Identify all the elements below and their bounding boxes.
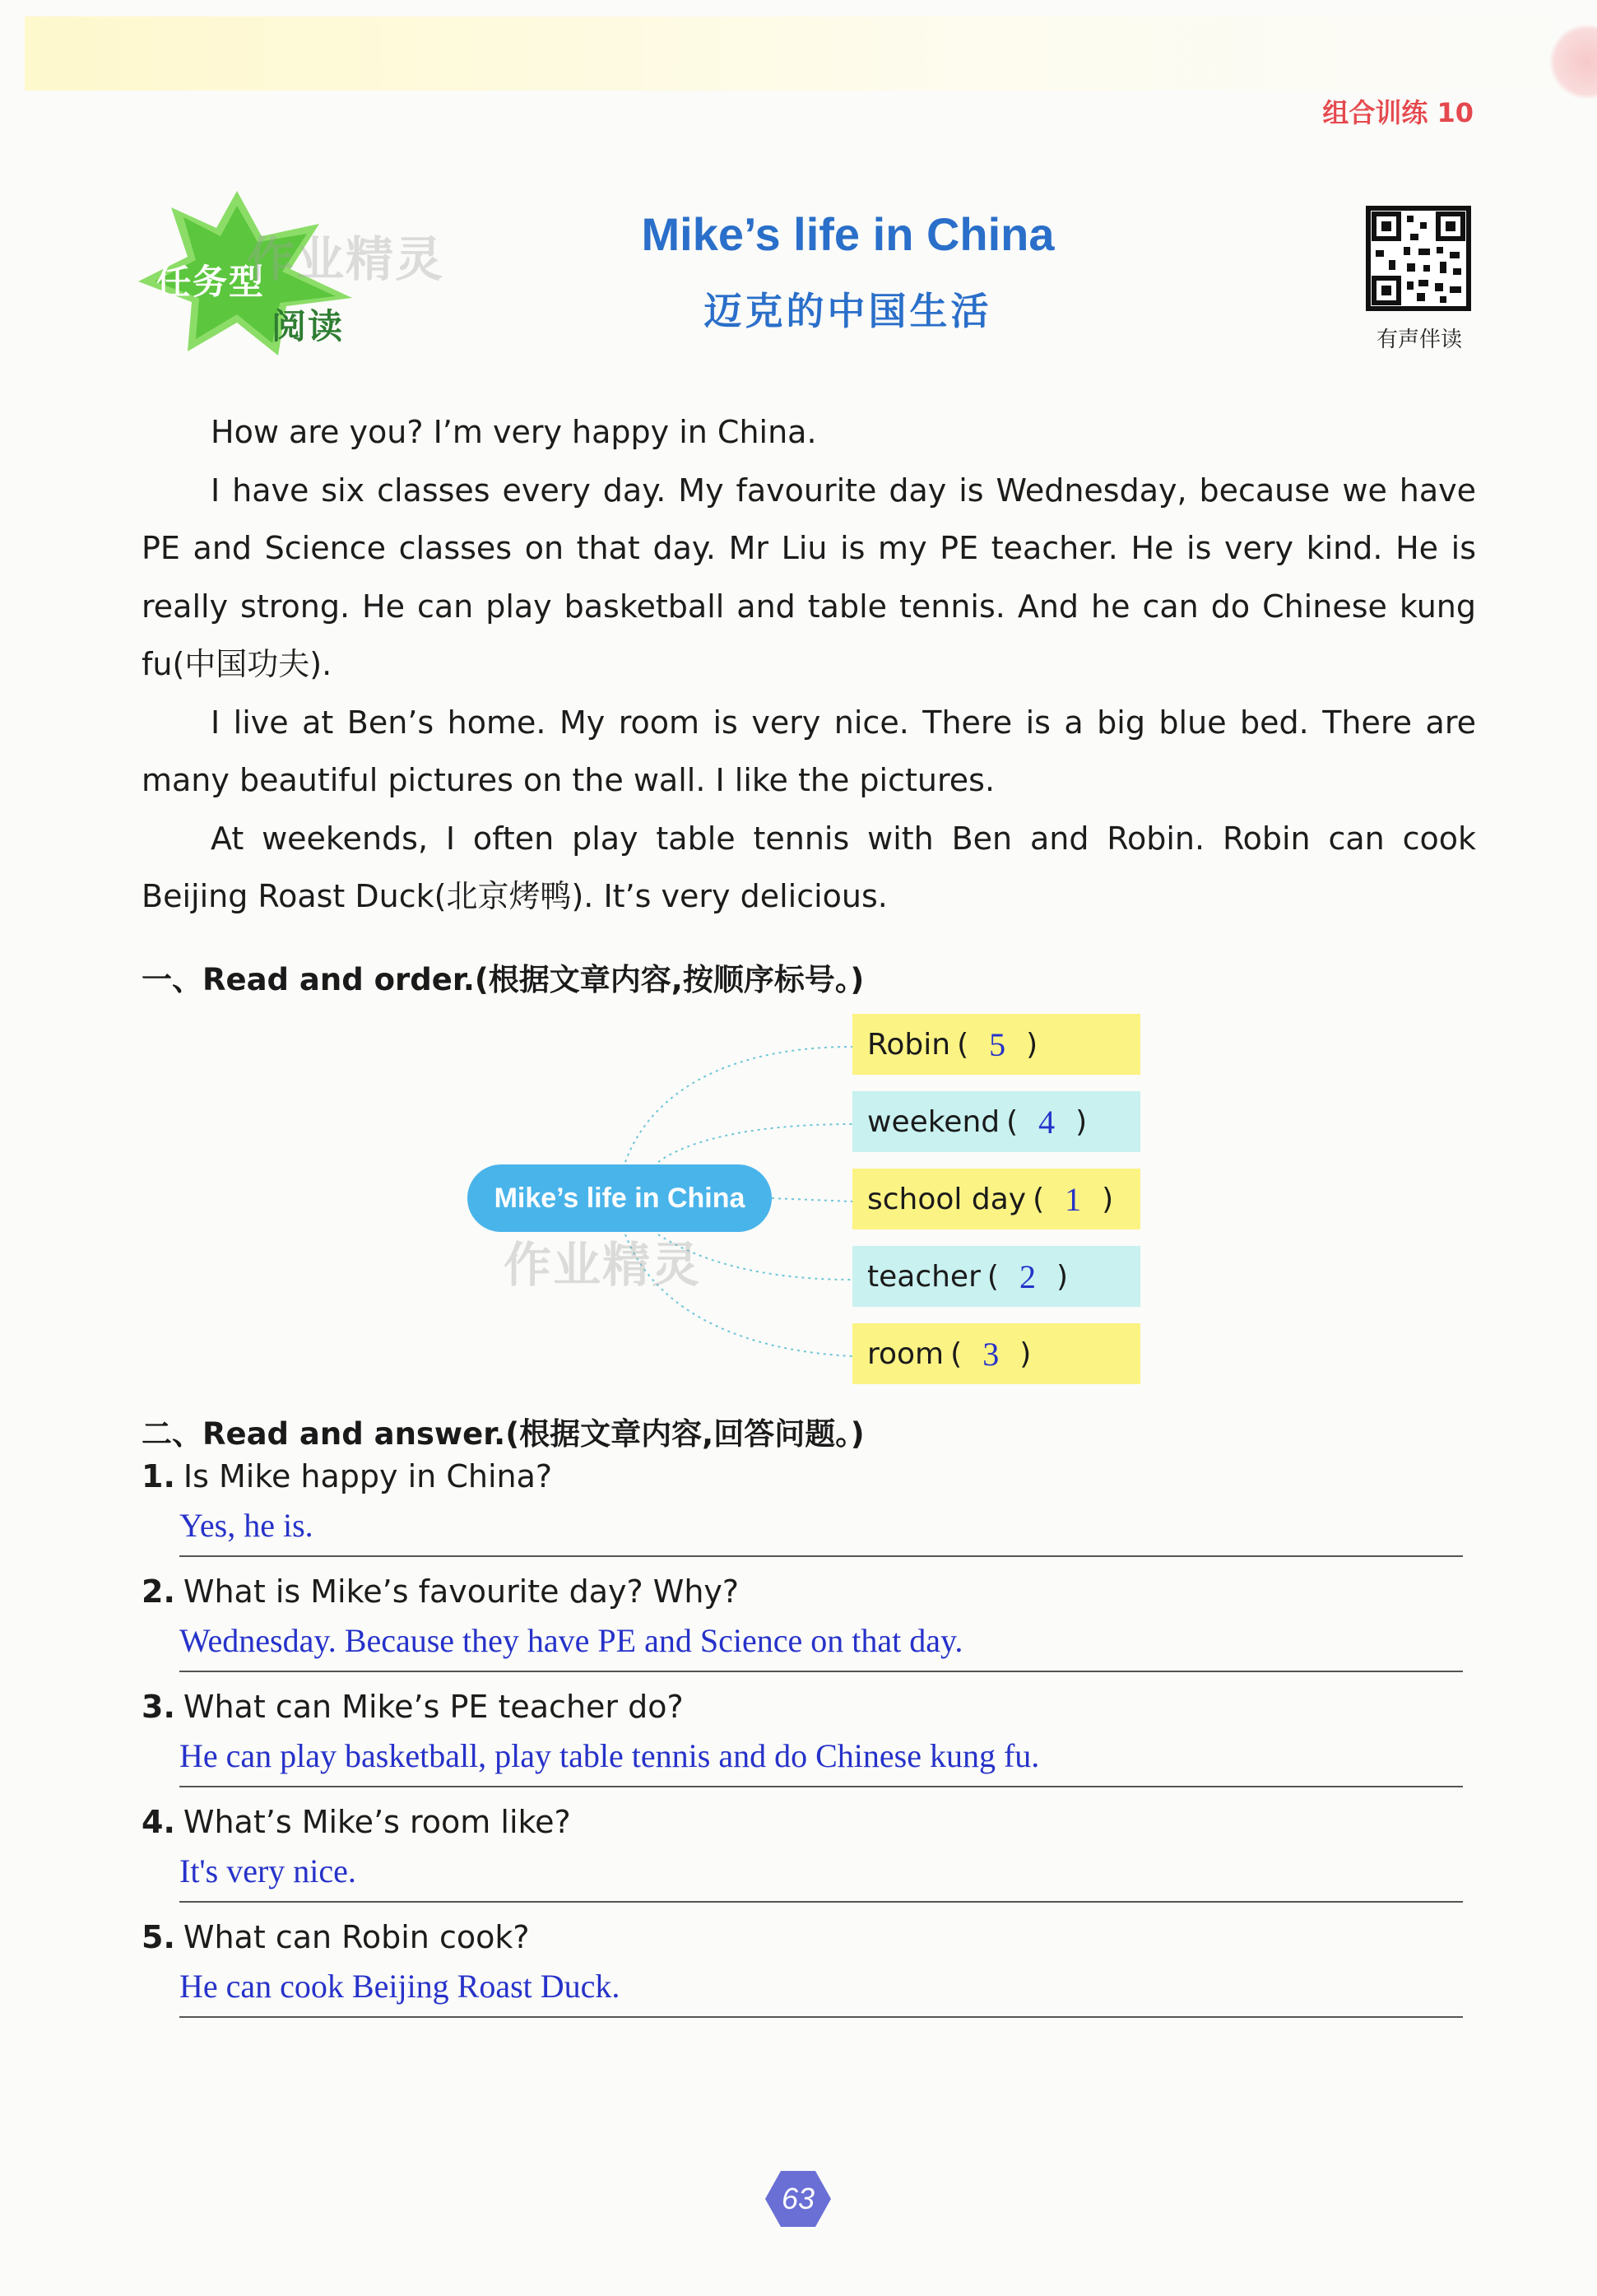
passage-paragraph: I live at Ben’s home. My room is very nice. There is a big blue bed. There are many beautiful pictures on the wall. I like the pictures. [142,704,1476,798]
question-number: 3. [142,1689,175,1725]
answer-text[interactable]: Wednesday. Because they have PE and Science on that day. [179,1622,963,1659]
order-answer[interactable]: 3 [982,1335,1000,1373]
mind-map-item-school-day: school day ( 1 ) [852,1169,1140,1229]
badge-text-line2: 阅读 [272,306,345,346]
question-text: What can Mike’s PE teacher do? [183,1689,684,1725]
part2-heading [142,1409,865,1453]
question-text: What is Mike’s favourite day? Why? [183,1573,740,1610]
mind-map-item-label: teacher [867,1259,981,1294]
question-item [142,1689,1474,1774]
part2-number: 二、 [142,1416,202,1452]
answer-line [179,1901,1463,1903]
question-item [142,1919,1474,2005]
mind-map-item-room: room ( 3 ) [852,1323,1140,1384]
section-tag: 组合训练 10 [1322,97,1474,128]
question-text: Is Mike happy in China? [183,1458,553,1494]
order-answer[interactable]: 2 [1019,1257,1036,1295]
watermark-text-2: 作业精灵 [504,1237,702,1293]
order-answer[interactable]: 5 [989,1025,1006,1063]
qr-label: 有声伴读 [1376,328,1462,352]
answer-text[interactable]: He can play basketball, play table tennis and do Chinese kung fu. [179,1737,1040,1774]
passage-paragraph: At weekends, I often play table tennis with Ben and Robin. Robin can cook Beijing Roast Duck(北京烤鸭). It’s very delicious. [142,820,1476,914]
order-answer[interactable]: 1 [1065,1180,1082,1218]
mind-map-item-label: weekend [867,1104,1000,1139]
answer-text[interactable]: He can cook Beijing Roast Duck. [179,1968,620,2005]
mind-map-item-label: school day [867,1182,1027,1216]
question-item [142,1804,1474,1889]
question-item [142,1458,1474,1544]
page-title: Mike’s life in China [641,208,1055,260]
answer-text[interactable]: Yes, he is. [179,1507,313,1544]
answer-line [179,1555,1463,1557]
answer-text[interactable]: It's very nice. [179,1852,356,1889]
mind-map-item-weekend: weekend ( 4 ) [852,1091,1140,1152]
part1-title: Read and order. [202,962,475,997]
passage-paragraph: I have six classes every day. My favourite day is Wednesday, because we have PE and Science classes on that day. Mr Liu is my PE teacher. He is very kind. He is really strong. He can play basketball and table tennis. And he can do Chinese kung fu(中国功夫). [142,472,1476,682]
part1-number: 一、 [142,962,202,997]
answer-line [179,1786,1463,1787]
page-number-badge [764,2169,833,2229]
mind-map-center: Mike’s life in China [467,1164,772,1232]
answer-line [179,2016,1463,2018]
passage-paragraph: How are you? I’m very happy in China. [211,414,817,450]
question-number: 4. [142,1804,175,1840]
page-number: 63 [781,2182,815,2215]
mind-map-item-label: Robin [867,1027,951,1062]
question-number: 5. [142,1919,175,1955]
answer-line [179,1671,1463,1672]
mind-map-item-teacher: teacher ( 2 ) [852,1246,1140,1307]
mind-map-item-robin: Robin ( 5 ) [852,1014,1140,1075]
page-subtitle: 迈克的中国生活 [703,289,992,333]
order-answer[interactable]: 4 [1038,1103,1056,1141]
question-number: 2. [142,1573,175,1610]
question-number: 1. [142,1458,175,1494]
part1-instruction: (根据文章内容,按顺序标号。) [474,962,865,997]
badge-text-line1: 任务型 [156,262,266,302]
question-item [142,1573,1474,1659]
part2-instruction: (根据文章内容,回答问题。) [505,1416,865,1452]
mind-map-item-label: room [867,1336,945,1371]
question-text: What’s Mike’s room like? [183,1804,571,1840]
part2-title: Read and answer. [202,1416,506,1452]
question-text: What can Robin cook? [183,1919,530,1955]
watermark-text: 作业精灵 [247,231,445,287]
